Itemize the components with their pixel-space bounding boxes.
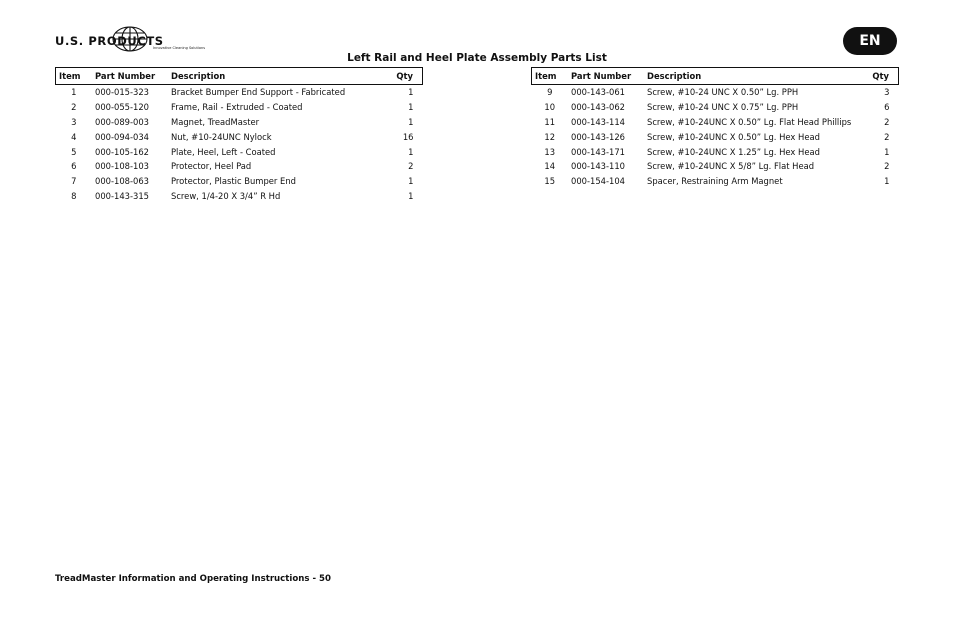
part-number: 000-143-171 [571, 146, 625, 157]
part-description: Magnet, TreadMaster [171, 116, 260, 127]
part-description: Screw, #10-24 UNC X 0.50” Lg. PPH [647, 87, 799, 98]
part-number: 000-143-061 [571, 87, 625, 98]
part-description: Screw, #10-24UNC X 0.50” Lg. Hex Head [647, 131, 820, 142]
part-number: 000-143-114 [571, 116, 625, 127]
part-qty: 2 [884, 131, 890, 142]
table-row [56, 115, 423, 130]
table-row [532, 144, 899, 159]
part-number: 000-108-063 [95, 176, 149, 187]
part-qty: 1 [408, 190, 414, 201]
table-row [56, 85, 423, 100]
item-number: 1 [71, 87, 77, 98]
part-number: 000-143-315 [95, 190, 149, 201]
item-number: 12 [544, 131, 556, 142]
table-row [56, 189, 423, 204]
item-number: 4 [71, 131, 77, 142]
parts-table-left [55, 67, 423, 203]
table-row [56, 159, 423, 174]
part-qty: 1 [408, 176, 414, 187]
part-number: 000-154-104 [571, 176, 625, 187]
item-number: 2 [71, 102, 77, 113]
part-description: Screw, #10-24 UNC X 0.75” Lg. PPH [647, 102, 799, 113]
part-qty: 2 [408, 161, 414, 172]
part-number: 000-089-003 [95, 116, 149, 127]
table-row [56, 100, 423, 115]
table-header-row [56, 68, 423, 85]
part-qty: 1 [408, 116, 414, 127]
part-number: 000-143-062 [571, 102, 625, 113]
part-qty: 1 [884, 176, 890, 187]
part-number: 000-094-034 [95, 131, 149, 142]
page-footer: TreadMaster Information and Operating Instructions - 50 [55, 574, 331, 584]
part-number: 000-108-103 [95, 161, 149, 172]
table-row [56, 129, 423, 144]
part-description: Plate, Heel, Left - Coated [171, 146, 276, 157]
item-number: 9 [547, 87, 553, 98]
column-header-part-number: Part Number [568, 68, 644, 85]
part-qty: 6 [884, 102, 890, 113]
table-row [56, 174, 423, 189]
part-description: Protector, Plastic Bumper End [171, 176, 296, 187]
part-description: Spacer, Restraining Arm Magnet [647, 176, 783, 187]
part-number: 000-015-323 [95, 87, 149, 98]
column-header-item: Item [56, 68, 93, 85]
item-number: 10 [544, 102, 556, 113]
table-header-row [532, 68, 899, 85]
item-number: 7 [71, 176, 77, 187]
part-qty: 16 [402, 131, 414, 142]
table-row [532, 115, 899, 130]
page-title: Left Rail and Heel Plate Assembly Parts List [347, 52, 607, 64]
part-number: 000-055-120 [95, 102, 149, 113]
part-description: Nut, #10-24UNC Nylock [171, 131, 272, 142]
part-description: Protector, Heel Pad [171, 161, 252, 172]
item-number: 8 [71, 190, 77, 201]
item-number: 13 [544, 146, 556, 157]
logo-text: U.S. PRODUCTS [55, 34, 164, 48]
table-row [532, 85, 899, 100]
part-number: 000-143-126 [571, 131, 625, 142]
part-description: Screw, #10-24UNC X 0.50” Lg. Flat Head Phillips [647, 116, 852, 127]
column-header-description: Description [644, 68, 854, 85]
item-number: 5 [71, 146, 77, 157]
logo-tagline: Innovative Cleaning Solutions [153, 46, 206, 50]
column-header-item: Item [532, 68, 569, 85]
item-number: 11 [544, 116, 556, 127]
part-qty: 1 [408, 87, 414, 98]
part-qty: 3 [884, 87, 890, 98]
column-header-description: Description [168, 68, 374, 85]
part-qty: 1 [884, 146, 890, 157]
part-description: Screw, 1/4-20 X 3/4” R Hd [171, 190, 281, 201]
item-number: 14 [544, 161, 556, 172]
part-description: Frame, Rail - Extruded - Coated [171, 102, 303, 113]
table-row [532, 159, 899, 174]
column-header-part-number: Part Number [92, 68, 168, 85]
item-number: 15 [544, 176, 556, 187]
table-row [532, 129, 899, 144]
part-qty: 2 [884, 161, 890, 172]
table-row [532, 174, 899, 189]
part-description: Bracket Bumper End Support - Fabricated [171, 87, 346, 98]
table-row [532, 100, 899, 115]
parts-table-right [531, 67, 899, 189]
part-qty: 1 [408, 146, 414, 157]
part-description: Screw, #10-24UNC X 5/8” Lg. Flat Head [647, 161, 815, 172]
column-header-qty: Qty [374, 68, 423, 85]
part-number: 000-143-110 [571, 161, 625, 172]
item-number: 6 [71, 161, 77, 172]
part-description: Screw, #10-24UNC X 1.25” Lg. Hex Head [647, 146, 820, 157]
item-number: 3 [71, 116, 77, 127]
part-number: 000-105-162 [95, 146, 149, 157]
company-logo [55, 26, 207, 54]
table-row [56, 144, 423, 159]
language-badge: EN [843, 27, 897, 55]
column-header-qty: Qty [854, 68, 898, 85]
part-qty: 1 [408, 102, 414, 113]
part-qty: 2 [884, 116, 890, 127]
